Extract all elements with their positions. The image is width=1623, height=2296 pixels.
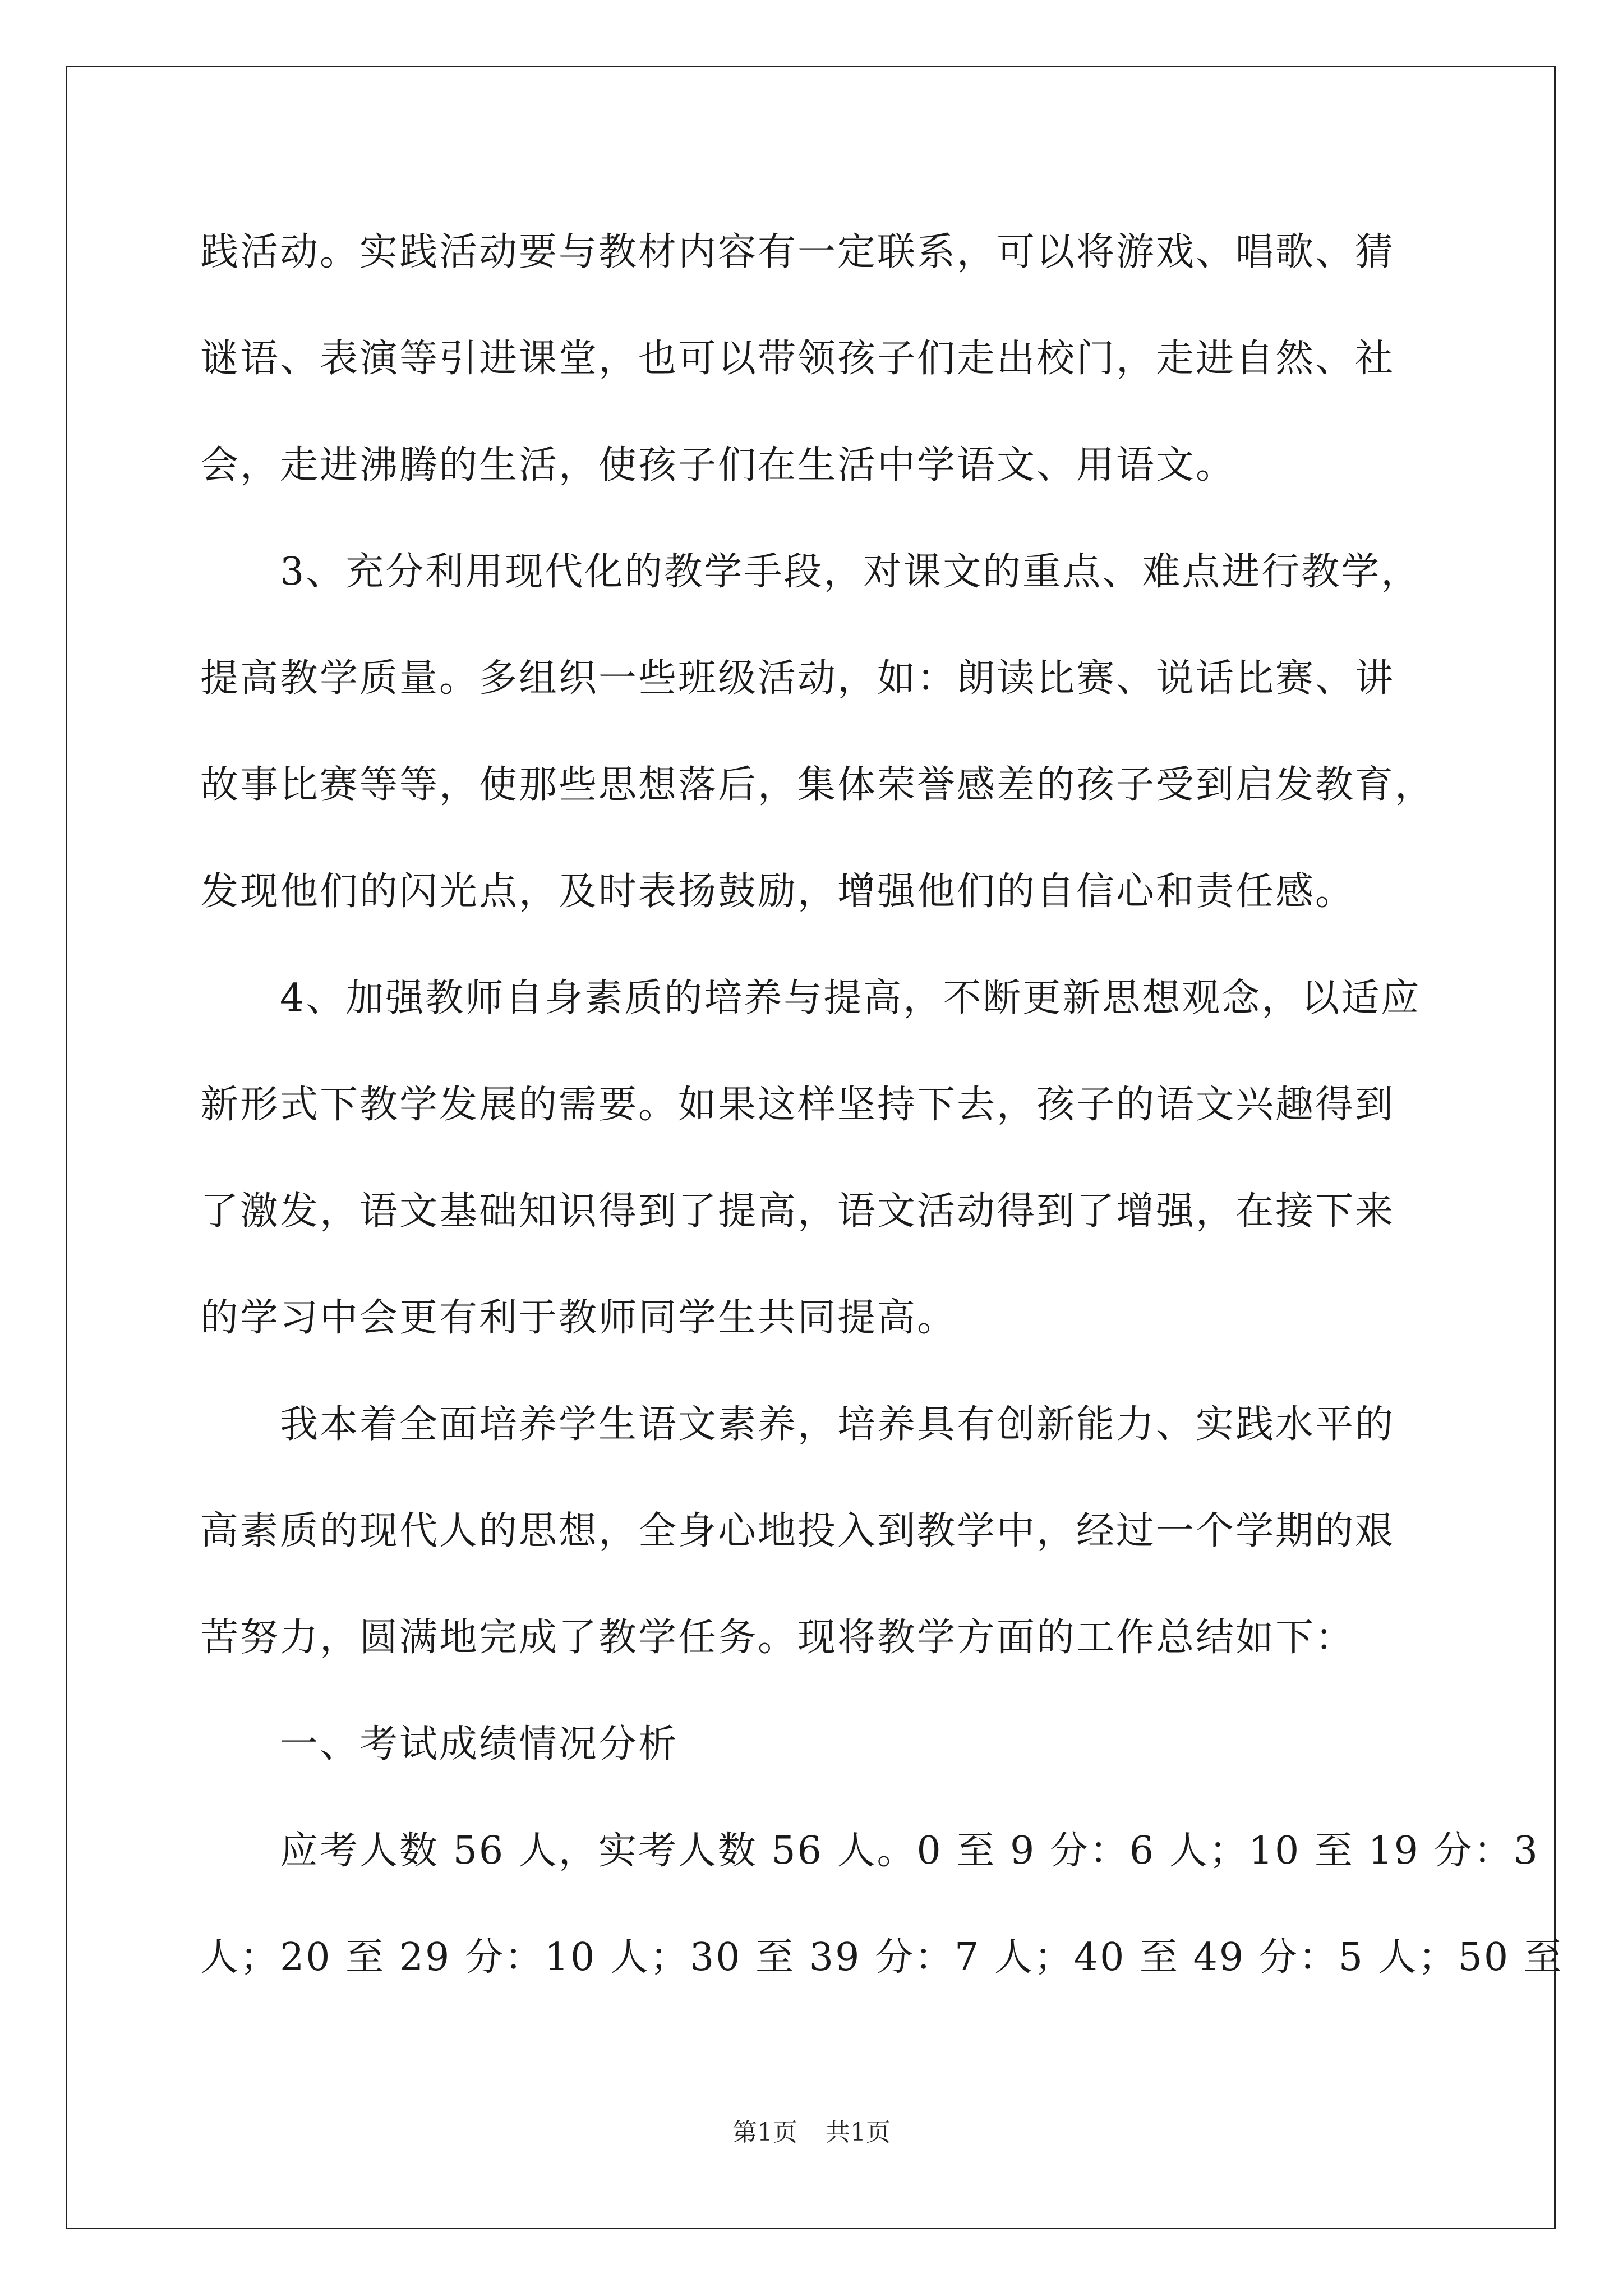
text-line: 3、充分利用现代化的教学手段，对课文的重点、难点进行教学， (280, 550, 1421, 594)
page-footer (0, 2116, 1623, 2150)
text-line: 我本着全面培养学生语文素养，培养具有创新能力、实践水平的 (280, 1402, 1395, 1447)
text-line: 践活动。实践活动要与教材内容有一定联系，可以将游戏、唱歌、猜 (200, 230, 1395, 274)
text-line: 故事比赛等等，使那些思想落后，集体荣誉感差的孩子受到启发教育， (200, 763, 1435, 807)
text-line: 的学习中会更有利于教师同学生共同提高。 (200, 1296, 957, 1340)
text-line: 会，走进沸腾的生活，使孩子们在生活中学语文、用语文。 (200, 443, 1236, 487)
text-line: 了激发，语文基础知识得到了提高，语文活动得到了增强，在接下来 (200, 1189, 1395, 1234)
text-line: 发现他们的闪光点，及时表扬鼓励，增强他们的自信心和责任感。 (200, 869, 1355, 914)
page-total: 共1页 (826, 2118, 891, 2147)
section-heading: 一、考试成绩情况分析 (280, 1722, 679, 1766)
text-line: 人；20 至 29 分：10 人；30 至 39 分：7 人；40 至 49 分：5 人；50 至 (200, 1935, 1564, 1980)
text-line: 4、加强教师自身素质的培养与提高，不断更新思想观念，以适应 (280, 976, 1421, 1020)
text-line: 谜语、表演等引进课堂，也可以带领孩子们走出校门，走进自然、社 (200, 337, 1395, 381)
text-line: 苦努力，圆满地完成了教学任务。现将教学方面的工作总结如下： (200, 1616, 1355, 1660)
page-number: 第1页 (732, 2118, 797, 2147)
text-line: 应考人数 56 人，实考人数 56 人。0 至 9 分：6 人；10 至 19 分：3 (280, 1829, 1539, 1873)
text-line: 高素质的现代人的思想，全身心地投入到教学中，经过一个学期的艰 (200, 1509, 1395, 1553)
text-line: 新形式下教学发展的需要。如果这样坚持下去，孩子的语文兴趣得到 (200, 1083, 1395, 1127)
text-line: 提高教学质量。多组织一些班级活动，如：朗读比赛、说话比赛、讲 (200, 656, 1395, 701)
